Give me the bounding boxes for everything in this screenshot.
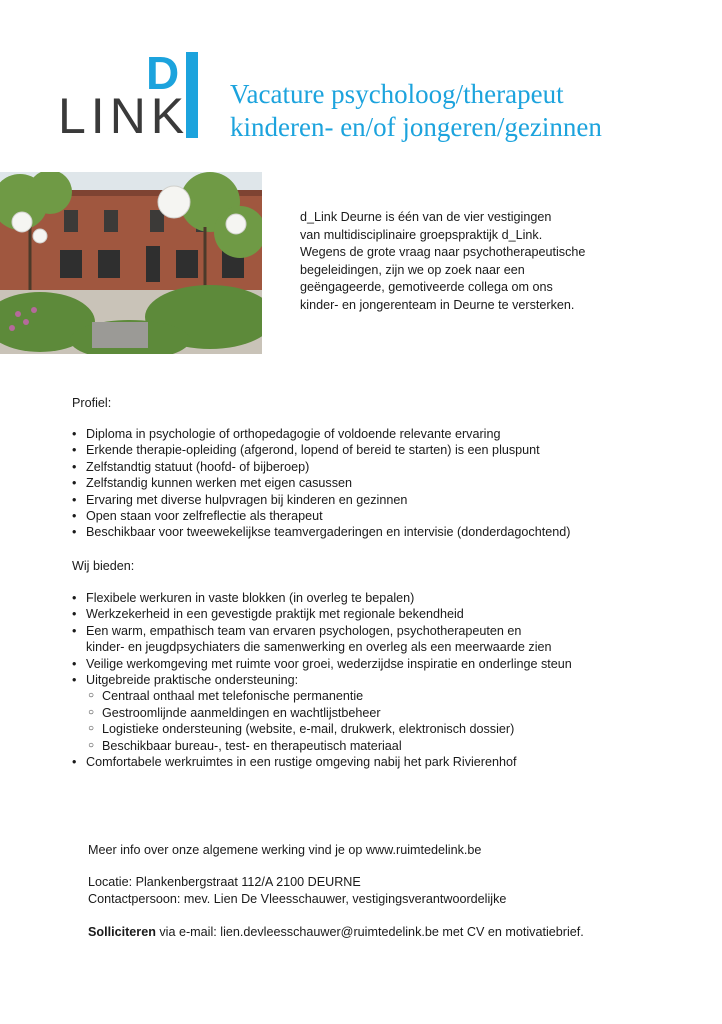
- apply-label: Solliciteren: [88, 925, 156, 939]
- intro-line: geëngageerde, gemotiveerde collega om ons: [300, 280, 553, 295]
- intro-line: begeleidingen, zijn we op zoek naar een: [300, 262, 525, 277]
- list-item: • Beschikbaar voor tweewekelijkse teamvergaderingen en intervisie (donderdagochtend): [72, 524, 570, 540]
- title-line-1: Vacature psycholoog/therapeut: [230, 79, 564, 109]
- profile-list: [72, 426, 570, 541]
- list-item: • Zelfstandig kunnen werken met eigen casussen: [72, 475, 570, 491]
- intro-line: kinder- en jongerenteam in Deurne te versterken.: [300, 297, 575, 312]
- list-item: • Veilige werkomgeving met ruimte voor groei, wederzijdse inspiratie en onderlinge steun: [72, 656, 572, 672]
- vacancy-title: [230, 78, 602, 144]
- list-item: • Erkende therapie-opleiding (afgerond, lopend of bereid te starten) is een pluspunt: [72, 442, 570, 458]
- list-item: • Diploma in psychologie of orthopedagogie of voldoende relevante ervaring: [72, 426, 570, 442]
- sub-list-item: ○ Gestroomlijnde aanmeldingen en wachtlijstbeheer: [72, 705, 572, 721]
- list-item: • Zelfstandtig statuut (hoofd- of bijberoep): [72, 459, 570, 475]
- intro-line: d_Link Deurne is één van de vier vestigingen: [300, 210, 552, 224]
- list-item: • Flexibele werkuren in vaste blokken (in overleg te bepalen): [72, 590, 572, 606]
- list-item: • Comfortabele werkruimtes in een rustige omgeving nabij het park Rivierenhof: [72, 754, 572, 770]
- building-courtyard-photo: [0, 172, 262, 354]
- offer-list: [72, 590, 572, 770]
- intro-line: van multidisciplinaire groepspraktijk d_Link.: [300, 227, 543, 242]
- dlink-logo: [58, 47, 200, 144]
- logo-letter-d: D: [146, 47, 180, 99]
- apply-text: [88, 924, 584, 941]
- logo-word: LINK: [58, 88, 190, 144]
- sub-list-item: ○ Beschikbaar bureau-, test- en therapeutisch materiaal: [72, 738, 572, 754]
- location-text: Locatie: Plankenbergstraat 112/A 2100 DEURNE: [88, 875, 361, 889]
- offer-heading: Wij bieden:: [72, 559, 135, 573]
- intro-line: Wegens de grote vraag naar psychotherapeutische: [300, 245, 586, 260]
- sub-list-item: ○ Centraal onthaal met telefonische permanentie: [72, 688, 572, 704]
- profile-heading: Profiel:: [72, 396, 112, 410]
- list-item: • Open staan voor zelfreflectie als therapeut: [72, 508, 570, 524]
- intro-paragraph: [300, 209, 630, 315]
- apply-details: via e-mail: lien.devleesschauwer@ruimtedelink.be met CV en motivatiebrief.: [155, 925, 584, 939]
- more-info-text: Meer info over onze algemene werking vind je op www.ruimtedelink.be: [88, 843, 482, 857]
- contact-text: Contactpersoon: mev. Lien De Vleesschauwer, vestigingsverantwoordelijke: [88, 892, 507, 906]
- title-line-2: kinderen- en/of jongeren/gezinnen: [230, 112, 602, 142]
- list-item: • Uitgebreide praktische ondersteuning:: [72, 672, 572, 688]
- list-item: • Werkzekerheid in een gevestigde praktijk met regionale bekendheid: [72, 606, 572, 622]
- list-item: • Een warm, empathisch team van ervaren psychologen, psychotherapeuten en: [72, 623, 572, 639]
- list-item-continuation: kinder- en jeugdpsychiaters die samenwerking en overleg als een meerwaarde zien: [86, 640, 552, 655]
- list-item: • Ervaring met diverse hulpvragen bij kinderen en gezinnen: [72, 492, 570, 508]
- sub-list-item: ○ Logistieke ondersteuning (website, e-mail, drukwerk, elektronisch dossier): [72, 721, 572, 737]
